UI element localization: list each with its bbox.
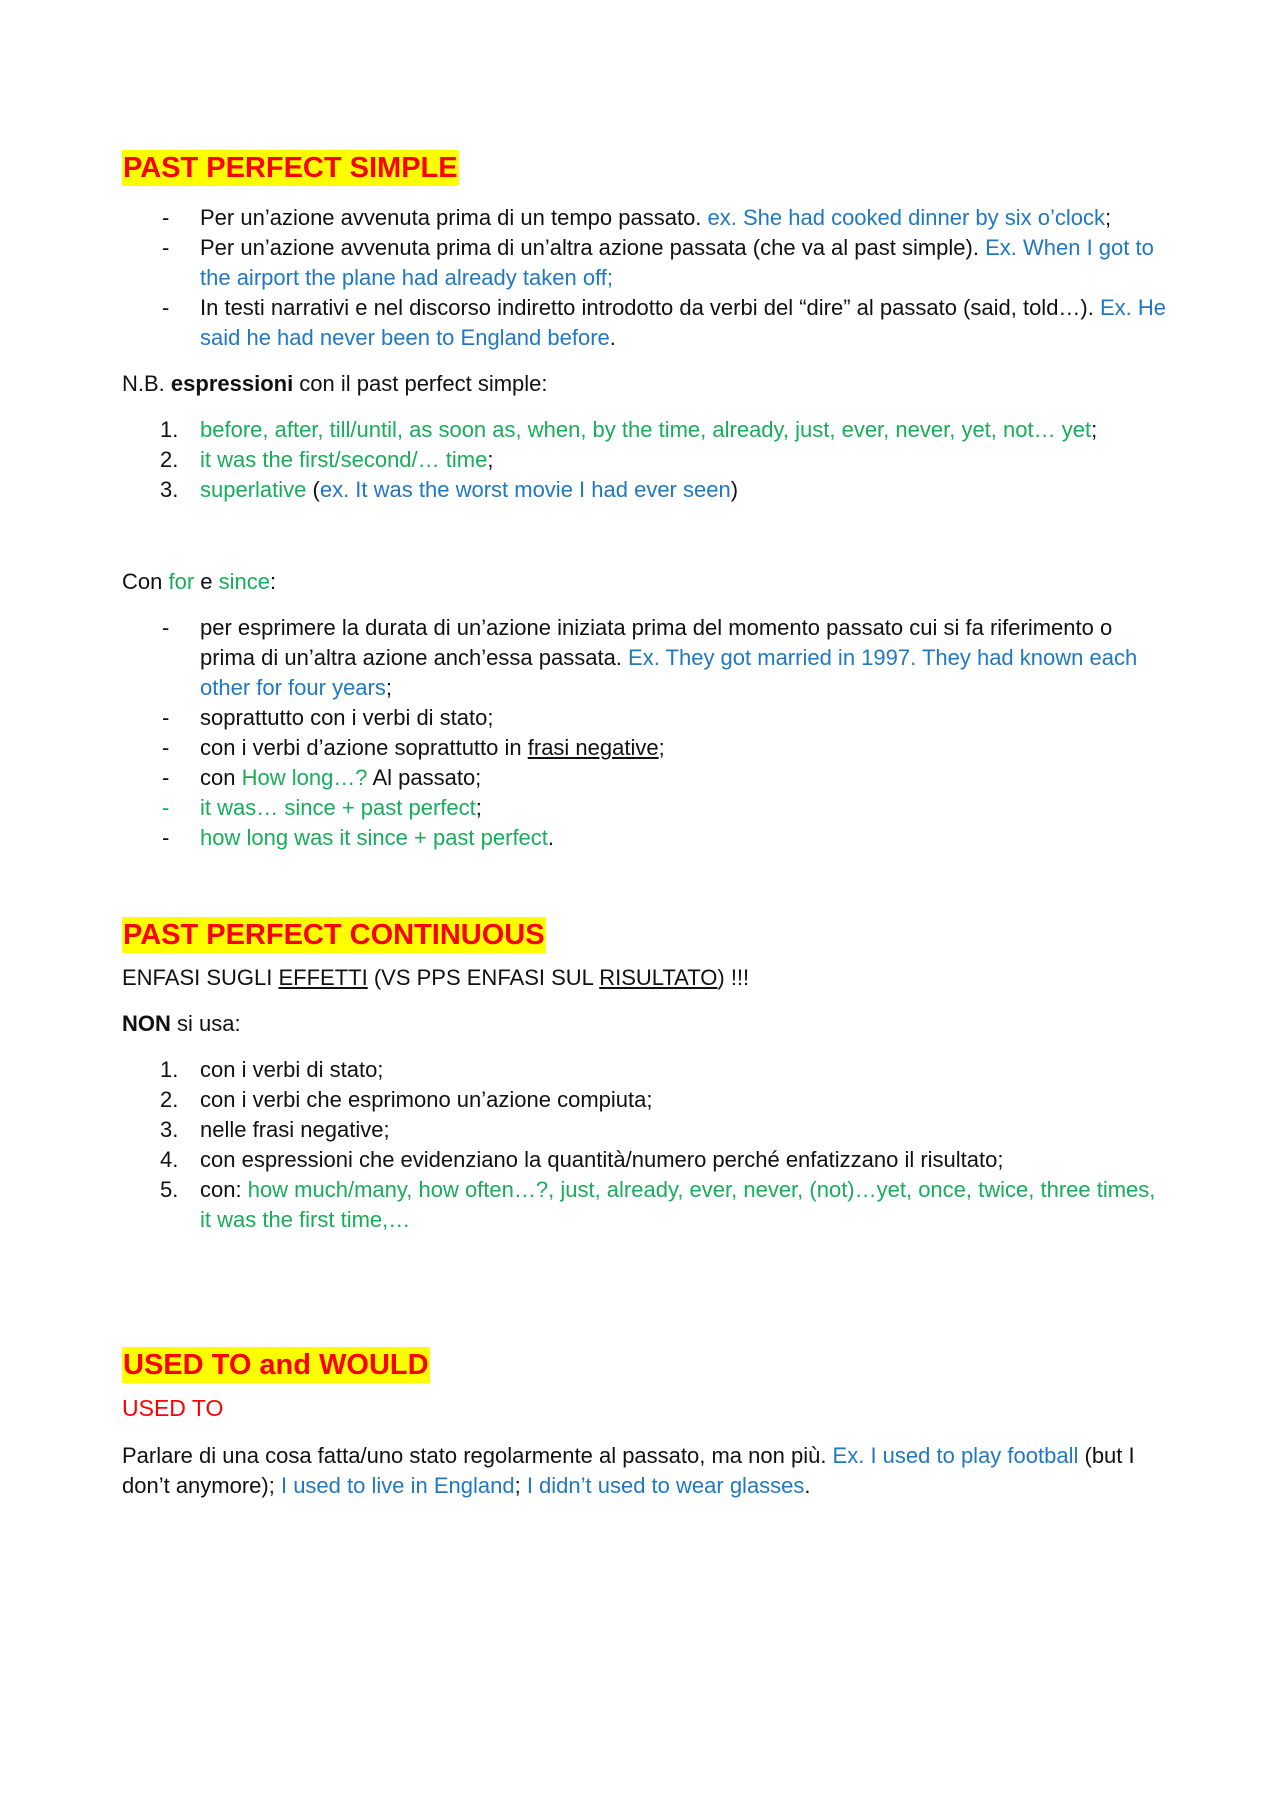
used-heading-wrap — [122, 1347, 1167, 1383]
item-text-post: Al passato; — [367, 765, 482, 790]
item-end: ; — [1104, 205, 1112, 230]
item-end: ; — [658, 735, 665, 760]
example-text: ex. It was the worst movie I had ever seen — [319, 477, 731, 502]
example-text: Ex. He said he had never been to England before — [200, 295, 1167, 350]
item-text: con — [200, 765, 242, 790]
list-item — [122, 793, 1167, 823]
list-number: 1. — [160, 417, 179, 442]
expression-text: it was the first/second/… time — [200, 447, 488, 472]
non-bold: NON — [122, 1011, 171, 1036]
list-item — [122, 203, 1167, 233]
list-item — [122, 445, 1167, 475]
expression-text: how long was it since + past perfect — [200, 825, 548, 850]
list-item — [122, 733, 1167, 763]
nb-rest: con il past perfect simple: — [293, 371, 548, 396]
enfasi-c: ) !!! — [717, 965, 750, 990]
expression-text: how much/many, how often…?, just, already, ever, never, (not)…yet, once, twice, three times, it was the first time,… — [200, 1177, 1156, 1232]
non-paragraph — [122, 1009, 1167, 1039]
used-to-paragraph — [122, 1441, 1167, 1501]
list-item — [122, 1085, 1167, 1115]
item-text: con espressioni che evidenziano la quantità/numero perché enfatizzano il risultato; — [200, 1147, 1004, 1172]
underlined-text: frasi negative — [527, 735, 659, 760]
item-end: ; — [385, 675, 392, 700]
item-end: ; — [487, 447, 494, 472]
list-item — [122, 1145, 1167, 1175]
nb-prefix: N.B. — [122, 371, 171, 396]
for-since-end: : — [270, 569, 277, 594]
for-since-list — [122, 613, 1167, 853]
expression-text: before, after, till/until, as soon as, when, by the time, already, just, ever, never, yet, not… yet — [200, 417, 1092, 442]
list-item — [122, 293, 1167, 353]
ppc-heading-wrap — [122, 917, 1167, 953]
list-item — [122, 475, 1167, 505]
bullet-marker: - — [162, 295, 170, 320]
list-item — [122, 613, 1167, 703]
item-end: ; — [475, 795, 482, 820]
list-item — [122, 1175, 1167, 1235]
list-number: 1. — [160, 1057, 179, 1082]
bullet-marker: - — [162, 825, 170, 850]
subheading-used-to: USED TO — [122, 1395, 224, 1421]
item-open: ( — [306, 477, 320, 502]
list-number: 3. — [160, 477, 179, 502]
nb-paragraph — [122, 369, 1167, 399]
list-item — [122, 1055, 1167, 1085]
heading-past-perfect-continuous: PAST PERFECT CONTINUOUS — [123, 919, 545, 951]
example-text: I didn’t used to wear glasses — [526, 1473, 805, 1498]
list-item — [122, 703, 1167, 733]
enfasi-underline-2: RISULTATO — [599, 965, 718, 990]
expressions-list — [122, 415, 1167, 505]
list-item — [122, 233, 1167, 293]
expression-text: it was… since + past perfect — [200, 795, 476, 820]
item-text: con: — [200, 1177, 248, 1202]
heading-used-to-and-would: USED TO and WOULD — [123, 1349, 429, 1381]
bullet-marker: - — [162, 795, 170, 820]
item-text: soprattutto con i verbi di stato; — [200, 705, 494, 730]
enfasi-underline-1: EFFETTI — [278, 965, 368, 990]
example-text: Ex. They got married in 1997. They had known each other for four years — [200, 645, 1138, 700]
bullet-marker: - — [162, 235, 170, 260]
expression-text: superlative — [200, 477, 307, 502]
item-text: per esprimere la durata di un’azione iniziata prima del momento passato cui si fa riferimento o prima di un’altra azione anch’essa passata. — [200, 615, 1113, 670]
pps-uses-list — [122, 203, 1167, 353]
item-text: con i verbi d’azione soprattutto in — [200, 735, 528, 760]
bullet-marker: - — [162, 205, 170, 230]
list-item — [122, 763, 1167, 793]
list-item — [122, 415, 1167, 445]
example-text: Ex. I used to play football — [832, 1443, 1079, 1468]
item-text: con i verbi di stato; — [200, 1057, 384, 1082]
list-number: 2. — [160, 447, 179, 472]
example-text: Ex. When I got to the airport the plane had already taken off; — [200, 235, 1154, 290]
item-text: con i verbi che esprimono un’azione compiuta; — [200, 1087, 653, 1112]
for-word: for — [168, 569, 195, 594]
list-number: 3. — [160, 1117, 179, 1142]
list-item — [122, 823, 1167, 853]
list-number: 4. — [160, 1147, 179, 1172]
item-end: ) — [730, 477, 739, 502]
expression-text: How long…? — [241, 765, 368, 790]
enfasi-b: (VS PPS ENFASI SUL — [367, 965, 600, 990]
for-since-prefix: Con — [122, 569, 169, 594]
used-text-1: Parlare di una cosa fatta/uno stato regolarmente al passato, ma non più. — [122, 1443, 833, 1468]
bullet-marker: - — [162, 765, 170, 790]
list-number: 2. — [160, 1087, 179, 1112]
item-text: In testi narrativi e nel discorso indiretto introdotto da verbi del “dire” al passato (said, told…). — [200, 295, 1100, 320]
enfasi-paragraph — [122, 963, 1167, 993]
item-end: . — [609, 325, 616, 350]
item-text: nelle frasi negative; — [200, 1117, 390, 1142]
item-text: Per un’azione avvenuta prima di un tempo passato. — [200, 205, 708, 230]
enfasi-a: ENFASI SUGLI — [122, 965, 279, 990]
item-text: Per un’azione avvenuta prima di un’altra azione passata (che va al past simple). — [200, 235, 986, 260]
since-word: since — [218, 569, 270, 594]
used-text-2: (but I don’t anymore); — [122, 1443, 1135, 1498]
used-text-3: ; — [514, 1473, 527, 1498]
example-text: I used to live in England — [280, 1473, 515, 1498]
example-text: ex. She had cooked dinner by six o’clock — [707, 205, 1105, 230]
bullet-marker: - — [162, 615, 170, 640]
ppc-rules-list — [122, 1055, 1167, 1235]
item-end: . — [547, 825, 555, 850]
list-number: 5. — [160, 1177, 179, 1202]
bullet-marker: - — [162, 735, 170, 760]
list-item — [122, 1115, 1167, 1145]
non-rest: si usa: — [170, 1011, 241, 1036]
heading-past-perfect-simple: PAST PERFECT SIMPLE — [123, 152, 458, 184]
document-content — [122, 150, 1167, 1501]
used-text-4: . — [804, 1473, 811, 1498]
nb-bold: espressioni — [170, 371, 294, 396]
for-since-paragraph — [122, 567, 1167, 597]
item-end: ; — [1091, 417, 1098, 442]
bullet-marker: - — [162, 705, 170, 730]
for-since-mid: e — [194, 569, 219, 594]
